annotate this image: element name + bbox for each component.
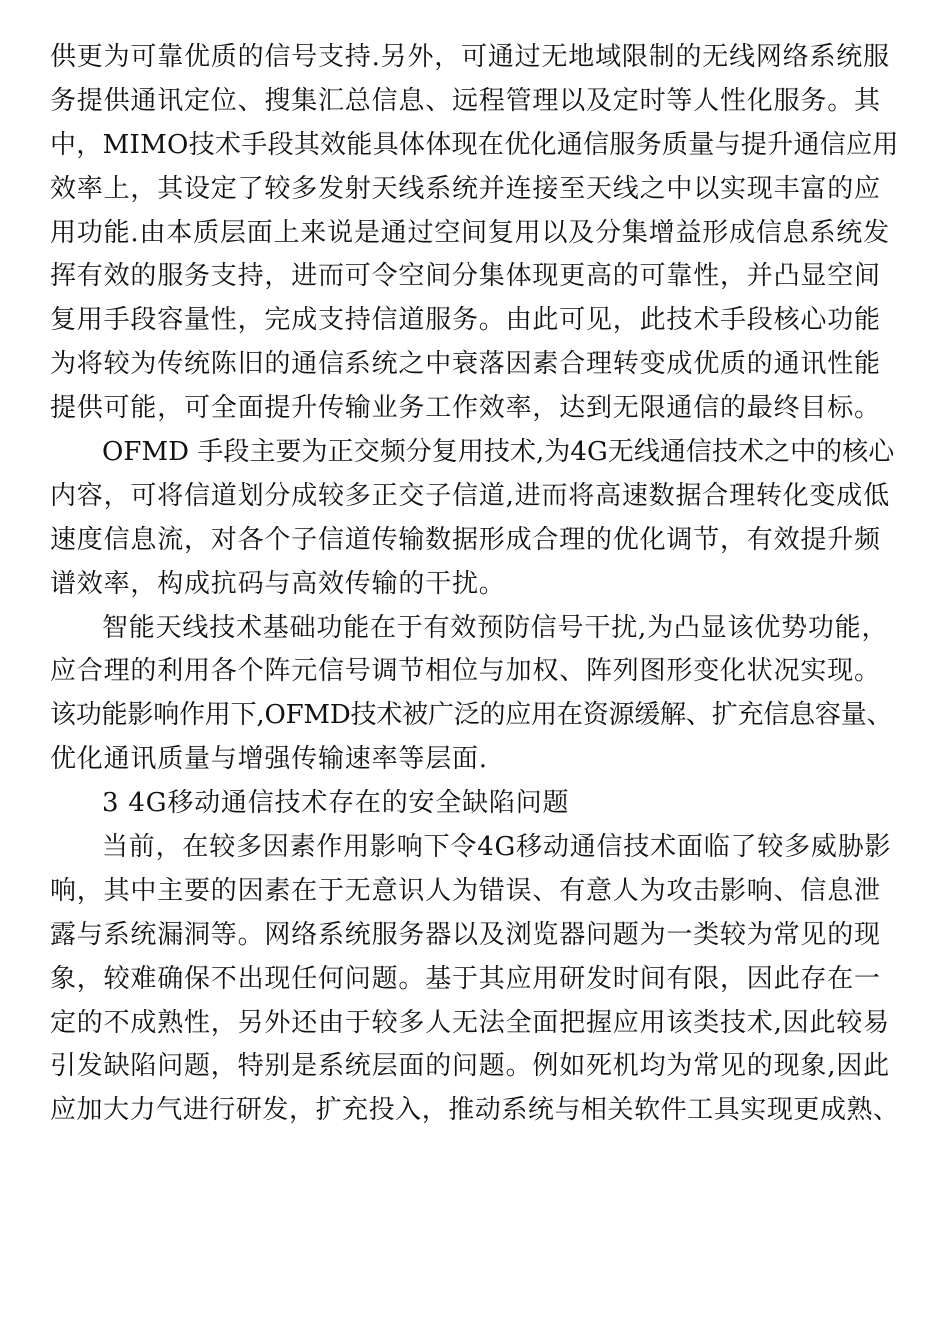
text-line: 中，MIMO技术手段其效能具体体现在优化通信服务质量与提升通信应用 [50, 129, 899, 160]
text-line: 应加大力气进行研发，扩充投入，推动系统与相关软件工具实现更成熟、 [50, 1095, 900, 1126]
text-line: 应合理的利用各个阵元信号调节相位与加权、阵列图形变化状况实现。 [50, 656, 881, 687]
text-line: 智能天线技术基础功能在于有效预防信号干扰,为凸显该优势功能， [102, 612, 889, 643]
text-line: 引发缺陷问题，特别是系统层面的问题。例如死机均为常见的现象,因此 [50, 1051, 890, 1082]
text-line: OFMD 手段主要为正交频分复用技术,为4G无线通信技术之中的核心 [102, 437, 895, 468]
text-line: 露与系统漏洞等。网络系统服务器以及浏览器问题为一类较为常见的现 [50, 919, 881, 950]
text-line: 复用手段容量性，完成支持信道服务。由此可见，此技术手段核心功能 [50, 305, 881, 336]
text-line: 效率上，其设定了较多发射天线系统并连接至天线之中以实现丰富的应 [50, 173, 881, 204]
text-line: 用功能.由本质层面上来说是通过空间复用以及分集增益形成信息系统发 [50, 217, 890, 248]
text-line: 当前，在较多因素作用影响下令4G移动通信技术面临了较多威胁影 [102, 832, 892, 863]
text-line: 务提供通讯定位、搜集汇总信息、远程管理以及定时等人性化服务。其 [50, 85, 881, 116]
text-line: 3 4G移动通信技术存在的安全缺陷问题 [102, 788, 570, 819]
text-line: 供更为可靠优质的信号支持.另外，可通过无地域限制的无线网络系统服 [50, 42, 890, 72]
text-line: 谱效率，构成抗码与高效传输的干扰。 [50, 568, 506, 599]
text-line: 挥有效的服务支持，进而可令空间分集体现更高的可靠性，并凸显空间 [50, 261, 881, 292]
body-text [50, 36, 900, 1133]
text-line: 为将较为传统陈旧的通信系统之中衰落因素合理转变成优质的通讯性能 [50, 349, 881, 380]
text-line: 定的不成熟性，另外还由于较多人无法全面把握应用该类技术,因此较易 [50, 1007, 890, 1038]
text-line: 响，其中主要的因素在于无意识人为错误、有意人为攻击影响、信息泄 [50, 875, 881, 906]
text-line: 象，较难确保不出现任何问题。基于其应用研发时间有限，因此存在一 [50, 963, 881, 994]
text-line: 内容，可将信道划分成较多正交子信道,进而将高速数据合理转化变成低 [50, 480, 890, 511]
text-line: 速度信息流，对各个子信道传输数据形成合理的优化调节，有效提升频 [50, 524, 881, 555]
text-line: 该功能影响作用下,OFMD技术被广泛的应用在资源缓解、扩充信息容量、 [50, 700, 893, 731]
text-line: 提供可能，可全面提升传输业务工作效率，达到无限通信的最终目标。 [50, 393, 881, 424]
text-line: 优化通讯质量与增强传输速率等层面. [50, 744, 488, 775]
